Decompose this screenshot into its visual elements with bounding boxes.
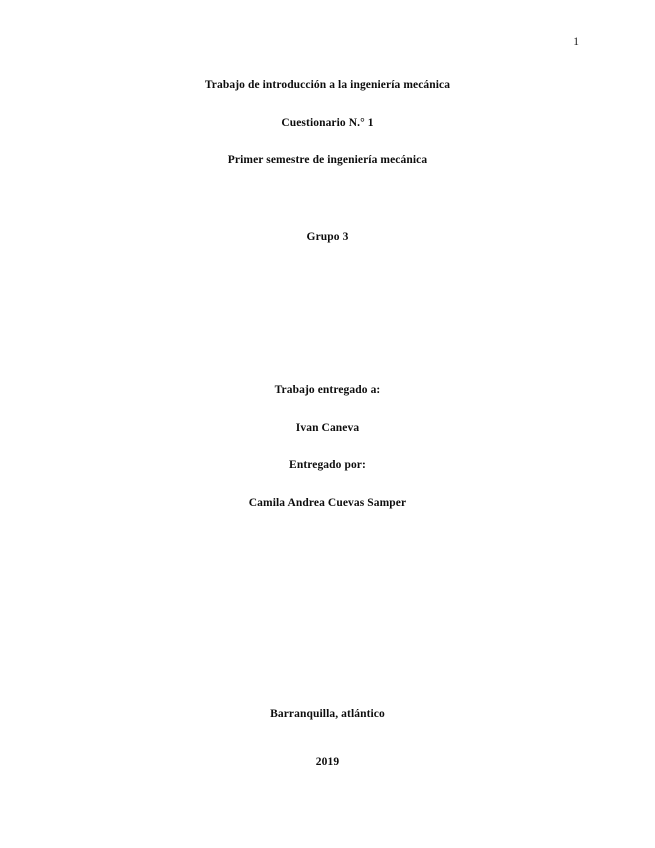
group-label: Grupo 3 (306, 231, 349, 243)
student-name: Camila Andrea Cuevas Samper (248, 497, 407, 509)
delivered-to-label: Trabajo entregado a: (274, 384, 381, 396)
delivered-by-label: Entregado por: (289, 459, 366, 471)
page-number: 1 (573, 36, 579, 48)
teacher-name: Ivan Caneva (295, 422, 360, 434)
year-label: 2019 (315, 756, 340, 768)
semester-label: Primer semestre de ingeniería mecánica (227, 154, 428, 166)
city-label: Barranquilla, atlántico (270, 708, 385, 720)
questionnaire-label: Cuestionario N.° 1 (281, 117, 374, 129)
document-title: Trabajo de introducción a la ingeniería mecánica (204, 79, 451, 91)
